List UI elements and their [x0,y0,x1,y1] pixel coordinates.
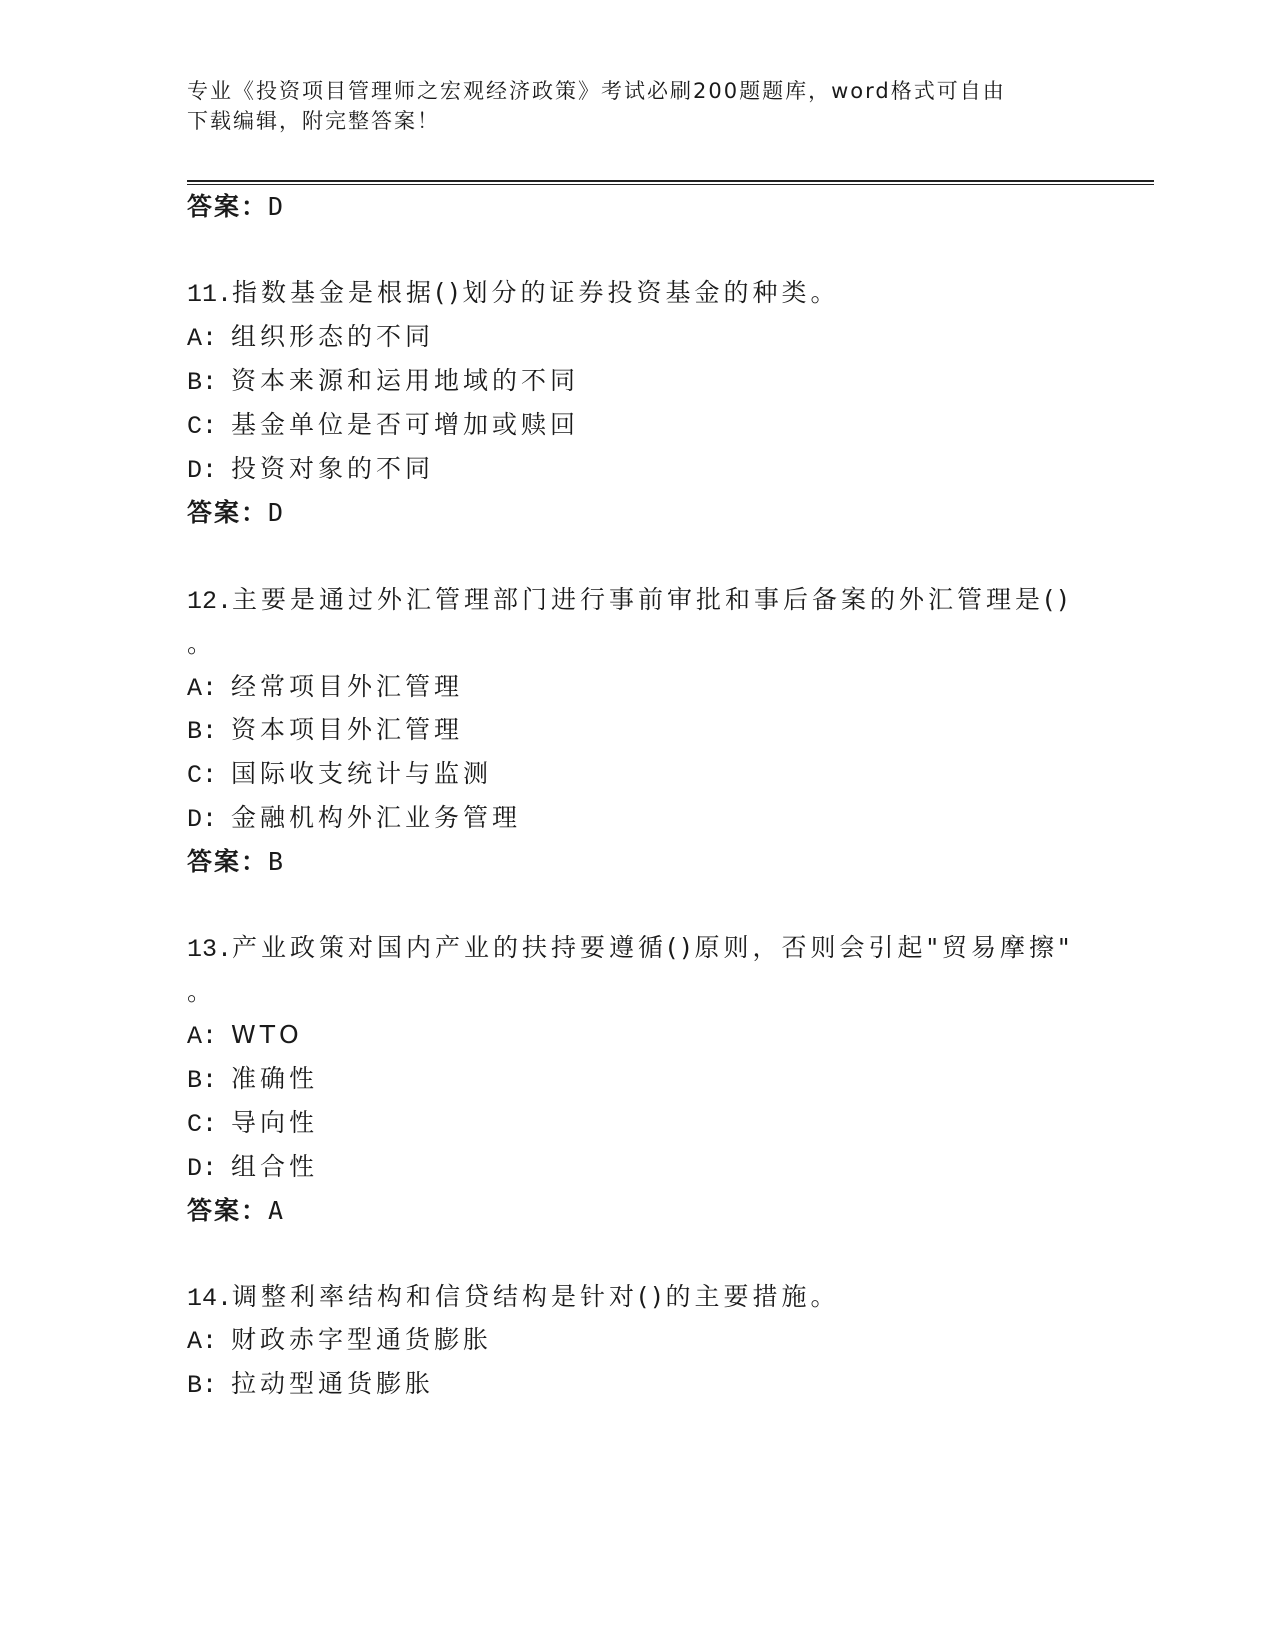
option-key: A: [187,324,218,353]
answer-line [187,496,285,530]
option-c [187,1106,318,1142]
answer-label: 答案： [187,1196,269,1225]
question-stem [187,931,1074,967]
option-a [187,1018,303,1054]
option-c [187,408,579,444]
answer-value: A [268,1196,286,1225]
option-d [187,452,434,488]
option-a [187,320,434,356]
question-number: 12. [187,587,233,616]
answer-label: 答案： [187,498,269,527]
header-line-2: 下载编辑，附完整答案！ [187,109,440,133]
option-key: D: [187,456,218,485]
option-text: WTO [231,1020,303,1049]
question-number: 14. [187,1284,233,1313]
option-text: 金融机构外汇业务管理 [231,803,522,832]
answer-line [187,190,285,224]
answer-line [187,845,285,879]
option-text: 资本项目外汇管理 [231,715,464,744]
document-header [187,76,1087,136]
question-stem [187,1280,840,1316]
option-a [187,1323,492,1359]
option-key: A: [187,1022,218,1051]
question-text: 调整利率结构和信贷结构是针对()的主要措施。 [232,1282,840,1311]
option-key: B: [187,1066,218,1095]
option-key: C: [187,412,218,441]
option-key: C: [187,1110,218,1139]
question-number: 11. [187,280,233,309]
header-divider-thick [187,180,1154,182]
answer-value: B [268,847,286,876]
question-stem [187,276,840,312]
answer-line [187,1194,285,1228]
option-key: A: [187,1327,218,1356]
question-stem-continuation: 。 [187,629,213,658]
option-text: 基金单位是否可增加或赎回 [231,410,580,439]
answer-label: 答案： [187,847,269,876]
answer-label: 答案： [187,192,269,221]
option-text: 组合性 [231,1152,319,1181]
option-text: 组织形态的不同 [231,322,435,351]
question-stem-continuation: 。 [187,977,213,1006]
option-key: B: [187,368,218,397]
answer-value: D [268,498,286,527]
question-number: 13. [187,935,233,964]
option-b [187,1367,434,1403]
option-text: 投资对象的不同 [231,454,435,483]
option-text: 拉动型通货膨胀 [231,1369,435,1398]
option-text: 资本来源和运用地域的不同 [231,366,580,395]
option-a [187,670,463,706]
option-b [187,1062,318,1098]
option-b [187,364,579,400]
question-text: 指数基金是根据()划分的证券投资基金的种类。 [232,278,840,307]
option-key: A: [187,674,218,703]
header-divider-thin [187,184,1154,185]
option-text: 财政赤字型通货膨胀 [231,1325,493,1354]
option-text: 经常项目外汇管理 [231,672,464,701]
option-text: 国际收支统计与监测 [231,759,493,788]
answer-value: D [268,192,286,221]
option-key: C: [187,761,218,790]
option-d [187,801,521,837]
option-d [187,1150,318,1186]
question-text: 主要是通过外汇管理部门进行事前审批和事后备案的外汇管理是() [232,585,1072,614]
option-text: 导向性 [231,1108,319,1137]
question-stem [187,583,1072,619]
option-c [187,757,492,793]
option-b [187,713,463,749]
header-line-1: 专业《投资项目管理师之宏观经济政策》考试必刷200题题库，word格式可自由 [187,79,1006,103]
option-key: B: [187,1371,218,1400]
option-key: B: [187,717,218,746]
question-text: 产业政策对国内产业的扶持要遵循()原则，否则会引起"贸易摩擦" [232,933,1074,962]
option-key: D: [187,1154,218,1183]
option-key: D: [187,805,218,834]
option-text: 准确性 [231,1064,319,1093]
